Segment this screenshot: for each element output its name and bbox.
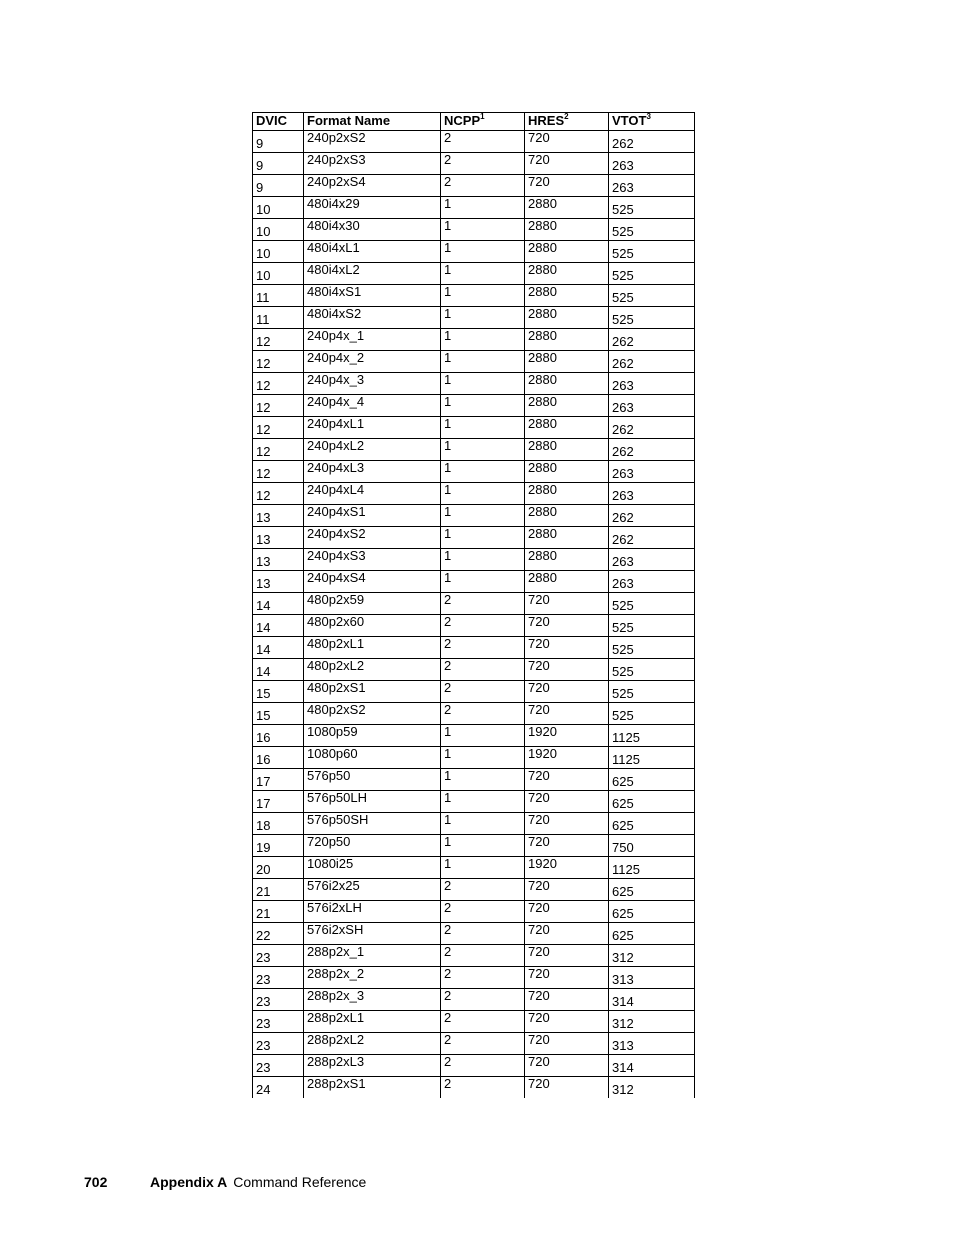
table-row (253, 329, 695, 351)
cell-ncpp: 2 (441, 1077, 525, 1099)
cell-vtot: 263 (609, 571, 695, 593)
cell-dvic: 12 (253, 329, 304, 351)
cell-format-name: 240p4x_2 (304, 351, 441, 373)
cell-dvic: 17 (253, 769, 304, 791)
cell-vtot: 312 (609, 945, 695, 967)
cell-format-name: 240p4xS2 (304, 527, 441, 549)
cell-ncpp: 2 (441, 901, 525, 923)
table-row (253, 857, 695, 879)
cell-dvic: 21 (253, 901, 304, 923)
cell-format-name: 576i2x25 (304, 879, 441, 901)
cell-vtot: 525 (609, 703, 695, 725)
cell-ncpp: 1 (441, 769, 525, 791)
cell-vtot: 262 (609, 329, 695, 351)
cell-ncpp: 1 (441, 373, 525, 395)
cell-format-name: 480i4xS1 (304, 285, 441, 307)
cell-dvic: 13 (253, 571, 304, 593)
cell-ncpp: 2 (441, 659, 525, 681)
cell-hres: 720 (525, 791, 609, 813)
table-row (253, 593, 695, 615)
cell-dvic: 16 (253, 725, 304, 747)
cell-dvic: 15 (253, 703, 304, 725)
cell-hres: 720 (525, 153, 609, 175)
table-row (253, 879, 695, 901)
cell-format-name: 480i4xS2 (304, 307, 441, 329)
table-row (253, 813, 695, 835)
table-row (253, 791, 695, 813)
cell-hres: 2880 (525, 241, 609, 263)
cell-dvic: 20 (253, 857, 304, 879)
cell-ncpp: 1 (441, 527, 525, 549)
cell-vtot: 1125 (609, 857, 695, 879)
cell-dvic: 23 (253, 1011, 304, 1033)
table-row (253, 769, 695, 791)
table-row (253, 945, 695, 967)
cell-ncpp: 2 (441, 989, 525, 1011)
cell-dvic: 13 (253, 505, 304, 527)
cell-ncpp: 2 (441, 703, 525, 725)
cell-vtot: 625 (609, 769, 695, 791)
cell-ncpp: 1 (441, 857, 525, 879)
cell-vtot: 263 (609, 461, 695, 483)
cell-hres: 2880 (525, 461, 609, 483)
cell-dvic: 23 (253, 945, 304, 967)
cell-hres: 720 (525, 769, 609, 791)
table-row (253, 395, 695, 417)
cell-format-name: 288p2xL2 (304, 1033, 441, 1055)
cell-hres: 2880 (525, 285, 609, 307)
cell-format-name: 576p50LH (304, 791, 441, 813)
appendix-label: Appendix A (150, 1174, 228, 1190)
header-format-name: Format Name (304, 113, 441, 131)
cell-dvic: 24 (253, 1077, 304, 1099)
cell-hres: 720 (525, 835, 609, 857)
cell-format-name: 288p2x_2 (304, 967, 441, 989)
cell-format-name: 240p2xS4 (304, 175, 441, 197)
cell-dvic: 9 (253, 131, 304, 153)
cell-hres: 720 (525, 989, 609, 1011)
cell-format-name: 240p4x_4 (304, 395, 441, 417)
cell-vtot: 262 (609, 131, 695, 153)
cell-hres: 720 (525, 945, 609, 967)
cell-ncpp: 1 (441, 417, 525, 439)
header-ncpp: NCPP$^1$ (441, 113, 525, 131)
cell-format-name: 240p4xS4 (304, 571, 441, 593)
table-row (253, 351, 695, 373)
footnote-marker: 3 (646, 111, 651, 121)
table-row (253, 549, 695, 571)
cell-ncpp: 1 (441, 571, 525, 593)
cell-vtot: 313 (609, 1033, 695, 1055)
chapter-title: Command Reference (233, 1174, 367, 1190)
cell-format-name: 480p2x60 (304, 615, 441, 637)
table-row (253, 417, 695, 439)
cell-dvic: 23 (253, 1033, 304, 1055)
cell-format-name: 480p2x59 (304, 593, 441, 615)
cell-hres: 2880 (525, 439, 609, 461)
cell-vtot: 525 (609, 197, 695, 219)
cell-dvic: 12 (253, 483, 304, 505)
cell-ncpp: 1 (441, 505, 525, 527)
cell-hres: 2880 (525, 505, 609, 527)
table-header-row (253, 113, 695, 131)
cell-dvic: 12 (253, 395, 304, 417)
cell-ncpp: 2 (441, 1055, 525, 1077)
cell-dvic: 23 (253, 1055, 304, 1077)
cell-vtot: 263 (609, 395, 695, 417)
table-row (253, 373, 695, 395)
cell-dvic: 11 (253, 285, 304, 307)
cell-vtot: 262 (609, 527, 695, 549)
cell-dvic: 14 (253, 593, 304, 615)
cell-ncpp: 1 (441, 219, 525, 241)
cell-ncpp: 1 (441, 307, 525, 329)
cell-format-name: 240p4x_3 (304, 373, 441, 395)
cell-ncpp: 1 (441, 461, 525, 483)
cell-hres: 2880 (525, 483, 609, 505)
table-row (253, 1077, 695, 1099)
table-row (253, 1055, 695, 1077)
cell-ncpp: 2 (441, 923, 525, 945)
footnote-marker: 1 (480, 111, 485, 121)
cell-format-name: 1080p60 (304, 747, 441, 769)
cell-format-name: 240p4x_1 (304, 329, 441, 351)
cell-format-name: 240p4xS3 (304, 549, 441, 571)
cell-ncpp: 2 (441, 153, 525, 175)
cell-format-name: 288p2xS1 (304, 1077, 441, 1099)
cell-ncpp: 1 (441, 351, 525, 373)
cell-hres: 2880 (525, 329, 609, 351)
table-row (253, 505, 695, 527)
cell-format-name: 480i4x30 (304, 219, 441, 241)
cell-format-name: 240p2xS2 (304, 131, 441, 153)
table-row (253, 725, 695, 747)
cell-hres: 2880 (525, 197, 609, 219)
cell-vtot: 525 (609, 241, 695, 263)
cell-format-name: 1080p59 (304, 725, 441, 747)
cell-format-name: 240p4xL1 (304, 417, 441, 439)
cell-format-name: 576i2xLH (304, 901, 441, 923)
cell-hres: 1920 (525, 747, 609, 769)
cell-vtot: 525 (609, 219, 695, 241)
cell-format-name: 480p2xL1 (304, 637, 441, 659)
cell-hres: 1920 (525, 857, 609, 879)
cell-format-name: 720p50 (304, 835, 441, 857)
table-row (253, 615, 695, 637)
cell-hres: 720 (525, 879, 609, 901)
cell-vtot: 1125 (609, 747, 695, 769)
cell-hres: 720 (525, 593, 609, 615)
cell-hres: 720 (525, 923, 609, 945)
cell-vtot: 525 (609, 285, 695, 307)
cell-ncpp: 2 (441, 1033, 525, 1055)
footnote-marker: 2 (564, 111, 569, 121)
cell-dvic: 10 (253, 241, 304, 263)
cell-dvic: 12 (253, 417, 304, 439)
table-row (253, 703, 695, 725)
cell-dvic: 12 (253, 461, 304, 483)
cell-dvic: 21 (253, 879, 304, 901)
table-row (253, 483, 695, 505)
cell-dvic: 11 (253, 307, 304, 329)
cell-format-name: 288p2xL1 (304, 1011, 441, 1033)
table-row (253, 571, 695, 593)
cell-dvic: 14 (253, 615, 304, 637)
cell-dvic: 23 (253, 989, 304, 1011)
cell-vtot: 625 (609, 791, 695, 813)
cell-vtot: 525 (609, 637, 695, 659)
cell-hres: 2880 (525, 219, 609, 241)
cell-dvic: 12 (253, 439, 304, 461)
cell-vtot: 262 (609, 417, 695, 439)
cell-dvic: 10 (253, 197, 304, 219)
table-row (253, 835, 695, 857)
cell-hres: 720 (525, 659, 609, 681)
cell-format-name: 288p2x_3 (304, 989, 441, 1011)
cell-hres: 2880 (525, 307, 609, 329)
cell-vtot: 263 (609, 373, 695, 395)
cell-vtot: 525 (609, 659, 695, 681)
cell-dvic: 16 (253, 747, 304, 769)
table-row (253, 1033, 695, 1055)
cell-format-name: 576i2xSH (304, 923, 441, 945)
cell-hres: 2880 (525, 417, 609, 439)
cell-ncpp: 2 (441, 593, 525, 615)
cell-format-name: 480p2xS2 (304, 703, 441, 725)
cell-ncpp: 1 (441, 439, 525, 461)
cell-ncpp: 1 (441, 263, 525, 285)
cell-hres: 720 (525, 901, 609, 923)
cell-ncpp: 2 (441, 175, 525, 197)
page-number: 702 (84, 1174, 108, 1190)
table-row (253, 197, 695, 219)
cell-hres: 2880 (525, 263, 609, 285)
page-footer (84, 1174, 366, 1190)
table-row (253, 285, 695, 307)
cell-vtot: 314 (609, 1055, 695, 1077)
table-row (253, 307, 695, 329)
cell-dvic: 12 (253, 351, 304, 373)
table-row (253, 923, 695, 945)
cell-dvic: 9 (253, 153, 304, 175)
table-row (253, 1011, 695, 1033)
cell-vtot: 625 (609, 901, 695, 923)
cell-ncpp: 1 (441, 329, 525, 351)
cell-ncpp: 2 (441, 637, 525, 659)
cell-hres: 2880 (525, 395, 609, 417)
cell-format-name: 480p2xL2 (304, 659, 441, 681)
cell-format-name: 480i4xL2 (304, 263, 441, 285)
cell-dvic: 10 (253, 219, 304, 241)
table-row (253, 681, 695, 703)
cell-dvic: 13 (253, 549, 304, 571)
cell-vtot: 313 (609, 967, 695, 989)
cell-hres: 720 (525, 703, 609, 725)
cell-hres: 2880 (525, 571, 609, 593)
cell-format-name: 240p4xS1 (304, 505, 441, 527)
cell-hres: 720 (525, 1033, 609, 1055)
header-dvic: DVIC (253, 113, 304, 131)
table-row (253, 901, 695, 923)
cell-hres: 720 (525, 175, 609, 197)
header-hres: HRES$^2$ (525, 113, 609, 131)
table-row (253, 219, 695, 241)
table-row (253, 989, 695, 1011)
cell-vtot: 525 (609, 681, 695, 703)
cell-ncpp: 2 (441, 879, 525, 901)
cell-format-name: 240p4xL3 (304, 461, 441, 483)
table-row (253, 439, 695, 461)
cell-hres: 720 (525, 1011, 609, 1033)
cell-ncpp: 1 (441, 813, 525, 835)
table-row (253, 659, 695, 681)
cell-format-name: 1080i25 (304, 857, 441, 879)
cell-ncpp: 1 (441, 747, 525, 769)
cell-ncpp: 1 (441, 241, 525, 263)
cell-format-name: 288p2xL3 (304, 1055, 441, 1077)
cell-ncpp: 2 (441, 615, 525, 637)
cell-format-name: 480p2xS1 (304, 681, 441, 703)
cell-vtot: 525 (609, 263, 695, 285)
cell-format-name: 240p4xL2 (304, 439, 441, 461)
cell-vtot: 525 (609, 615, 695, 637)
cell-hres: 2880 (525, 351, 609, 373)
cell-dvic: 18 (253, 813, 304, 835)
cell-vtot: 314 (609, 989, 695, 1011)
cell-dvic: 9 (253, 175, 304, 197)
cell-dvic: 23 (253, 967, 304, 989)
cell-ncpp: 1 (441, 549, 525, 571)
table-row (253, 241, 695, 263)
cell-format-name: 288p2x_1 (304, 945, 441, 967)
cell-vtot: 263 (609, 175, 695, 197)
cell-ncpp: 1 (441, 835, 525, 857)
cell-dvic: 22 (253, 923, 304, 945)
cell-hres: 1920 (525, 725, 609, 747)
cell-ncpp: 1 (441, 395, 525, 417)
format-table-container (252, 112, 694, 1098)
cell-ncpp: 2 (441, 681, 525, 703)
cell-ncpp: 2 (441, 1011, 525, 1033)
table-row (253, 153, 695, 175)
cell-hres: 720 (525, 681, 609, 703)
cell-vtot: 525 (609, 593, 695, 615)
cell-vtot: 263 (609, 549, 695, 571)
table-row (253, 967, 695, 989)
table-row (253, 263, 695, 285)
cell-hres: 720 (525, 131, 609, 153)
table-row (253, 637, 695, 659)
cell-dvic: 15 (253, 681, 304, 703)
cell-ncpp: 1 (441, 791, 525, 813)
cell-dvic: 13 (253, 527, 304, 549)
format-table (252, 112, 695, 1098)
cell-dvic: 14 (253, 637, 304, 659)
header-vtot: VTOT$^3$ (609, 113, 695, 131)
cell-vtot: 262 (609, 505, 695, 527)
cell-dvic: 17 (253, 791, 304, 813)
cell-hres: 720 (525, 967, 609, 989)
cell-vtot: 1125 (609, 725, 695, 747)
cell-vtot: 625 (609, 813, 695, 835)
cell-vtot: 525 (609, 307, 695, 329)
cell-hres: 2880 (525, 527, 609, 549)
cell-hres: 720 (525, 813, 609, 835)
cell-format-name: 576p50SH (304, 813, 441, 835)
cell-ncpp: 1 (441, 483, 525, 505)
cell-format-name: 240p2xS3 (304, 153, 441, 175)
cell-hres: 2880 (525, 549, 609, 571)
cell-ncpp: 1 (441, 285, 525, 307)
cell-vtot: 625 (609, 879, 695, 901)
cell-vtot: 625 (609, 923, 695, 945)
table-row (253, 175, 695, 197)
cell-hres: 2880 (525, 373, 609, 395)
cell-hres: 720 (525, 1055, 609, 1077)
cell-hres: 720 (525, 637, 609, 659)
table-row (253, 527, 695, 549)
cell-format-name: 480i4xL1 (304, 241, 441, 263)
cell-vtot: 312 (609, 1077, 695, 1099)
table-body (253, 131, 695, 1099)
table-row (253, 461, 695, 483)
cell-dvic: 12 (253, 373, 304, 395)
cell-dvic: 14 (253, 659, 304, 681)
cell-vtot: 312 (609, 1011, 695, 1033)
cell-vtot: 262 (609, 439, 695, 461)
cell-hres: 720 (525, 615, 609, 637)
cell-dvic: 19 (253, 835, 304, 857)
cell-ncpp: 2 (441, 131, 525, 153)
cell-format-name: 576p50 (304, 769, 441, 791)
cell-ncpp: 2 (441, 945, 525, 967)
cell-vtot: 263 (609, 153, 695, 175)
cell-dvic: 10 (253, 263, 304, 285)
table-row (253, 131, 695, 153)
cell-ncpp: 1 (441, 725, 525, 747)
cell-vtot: 262 (609, 351, 695, 373)
cell-hres: 720 (525, 1077, 609, 1099)
cell-format-name: 240p4xL4 (304, 483, 441, 505)
cell-vtot: 263 (609, 483, 695, 505)
cell-ncpp: 1 (441, 197, 525, 219)
cell-vtot: 750 (609, 835, 695, 857)
cell-format-name: 480i4x29 (304, 197, 441, 219)
table-row (253, 747, 695, 769)
cell-ncpp: 2 (441, 967, 525, 989)
